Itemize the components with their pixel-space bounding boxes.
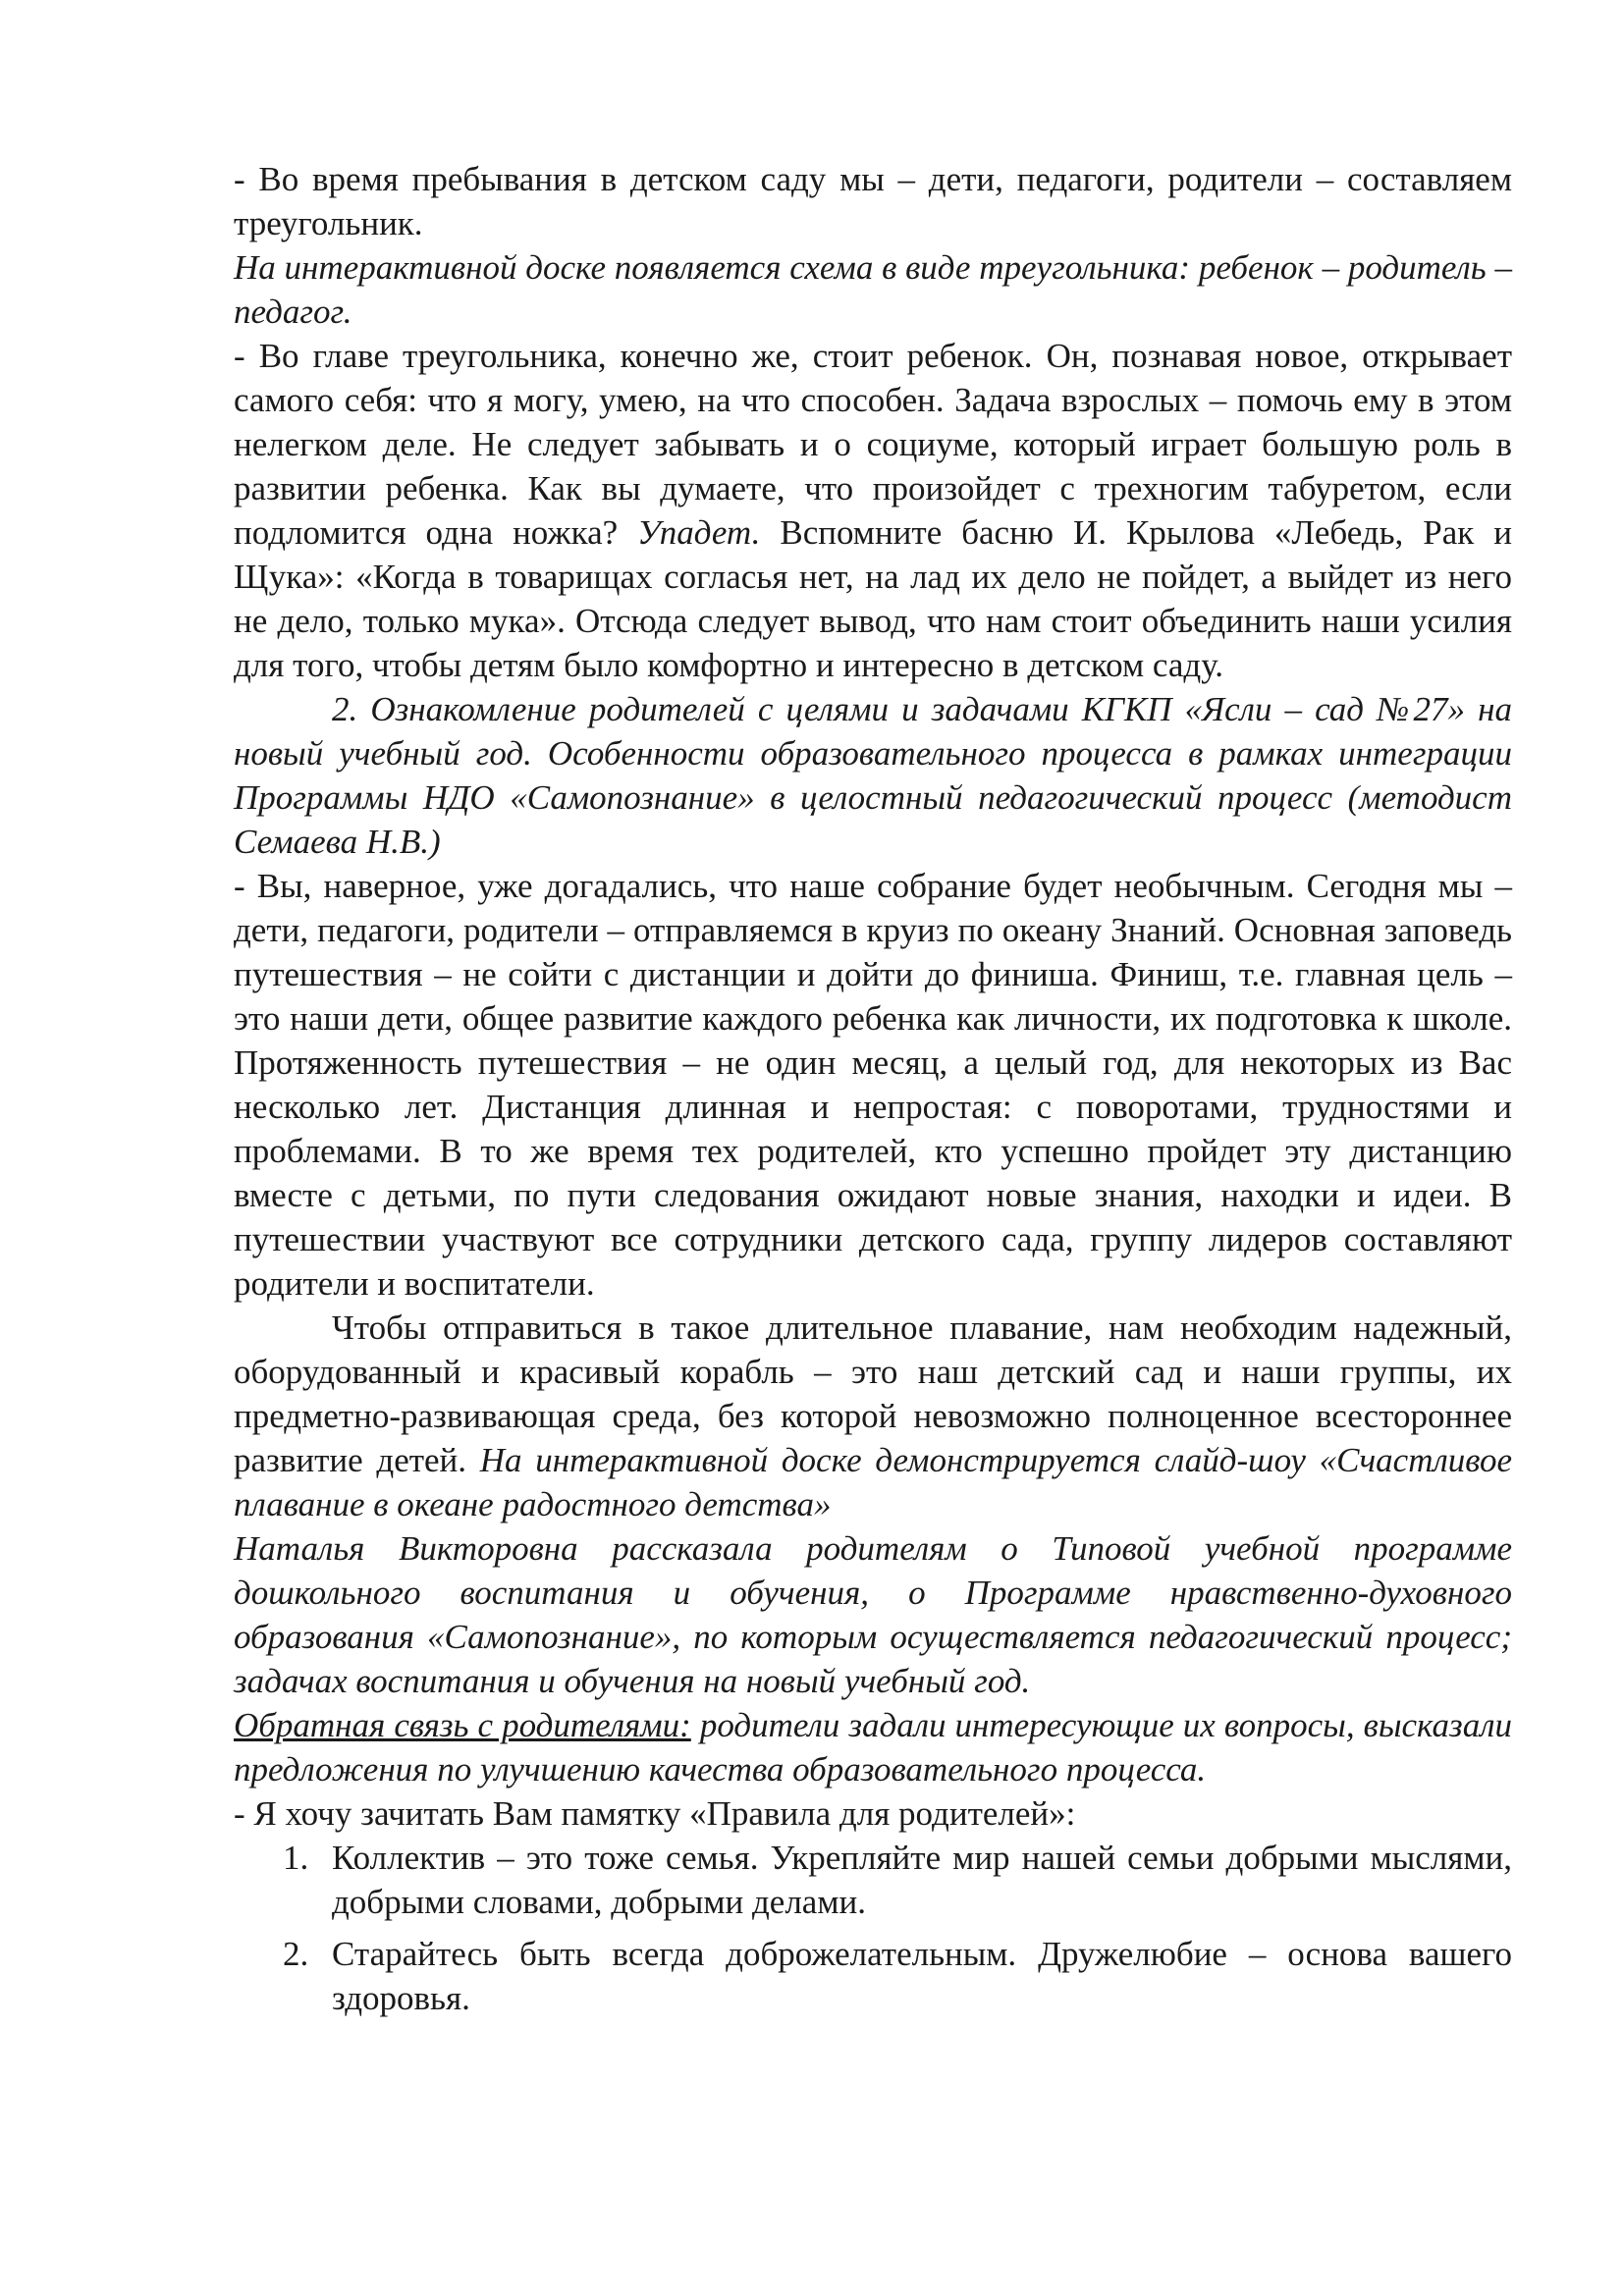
paragraph-fable-text: Вспомните басню И. Крылова «Лебедь, Рак и Щука»: «Когда в товарищах согласья нет, на лад их дело не пойдет, а выйдет из него не дело, только мука». Отсюда следует вывод, что нам стоит объединить наши усилия для того, чтобы детям было комфортно и интересно в детском саду. bbox=[234, 513, 1512, 684]
agenda-item-2: 2. Ознакомление родителей с целями и задачами КГКП «Ясли – сад №27» на новый учебный год. Особенности образовательного процесса в рамках интеграции Программы НДО «Самопознание» в целостный педагогический процесс (методист Семаева Н.В.) bbox=[234, 690, 1512, 861]
paragraph-rules-intro: - Я хочу зачитать Вам памятку «Правила для родителей»: bbox=[234, 1794, 1076, 1833]
paragraph-natalia-report: Наталья Викторовна рассказала родителям о Типовой учебной программе дошкольного воспитания и обучения, о Программе нравственно-духовного образования «Самопознание», по которым осуществляется педагогический процесс; задачах воспитания и обучения на новый учебный год. bbox=[234, 1529, 1512, 1700]
paragraph-board-triangle-note: На интерактивной доске появляется схема в виде треугольника: ребенок – родитель – педагог. bbox=[234, 248, 1512, 331]
feedback-label: Обратная связь с родителями: bbox=[234, 1706, 691, 1744]
list-item bbox=[283, 1836, 1512, 1924]
list-item-number: 2. bbox=[283, 1935, 309, 1973]
paragraph-child-at-head-text: - Во главе треугольника, конечно же, стоит ребенок. Он, познавая новое, открывает самого себя: что я могу, умею, на что способен. Задача взрослых – помочь ему в этом нелегком деле. Не следует забывать и о социуме, который играет большую роль в развитии ребенка. Как вы думаете, что произойдет с трехногим табуретом, если подломится одна ножка? bbox=[234, 337, 1512, 552]
paragraph-triangle-intro: - Во время пребывания в детском саду мы – дети, педагоги, родители – составляем треугольник. bbox=[234, 160, 1512, 242]
list-item-text: Старайтесь быть всегда доброжелательным. Дружелюбие – основа вашего здоровья. bbox=[332, 1935, 1512, 2017]
feedback-text: родители задали интересующие их вопросы, высказали предложения по улучшению качества образовательного процесса. bbox=[234, 1706, 1512, 1789]
list-item-number: 1. bbox=[283, 1839, 309, 1877]
paragraph-ship-text: Чтобы отправиться в такое длительное плавание, нам необходим надежный, оборудованный и красивый корабль – это наш детский сад и наши группы, их предметно-развивающая среда, без которой невозможно полноценное всестороннее развитие детей. bbox=[234, 1308, 1512, 1479]
paragraph-child-at-head bbox=[234, 334, 1512, 687]
list-item-text: Коллектив – это тоже семья. Укрепляйте мир нашей семьи добрыми мыслями, добрыми словами, добрыми делами. bbox=[332, 1839, 1512, 1921]
rules-list bbox=[234, 1836, 1512, 2020]
slideshow-note: На интерактивной доске демонстрируется слайд-шоу «Счастливое плавание в океане радостного детства» bbox=[234, 1441, 1512, 1523]
answer-falls: Упадет. bbox=[637, 513, 761, 552]
paragraph-ship bbox=[234, 1306, 1512, 1526]
paragraph-feedback bbox=[234, 1703, 1512, 1791]
list-item bbox=[283, 1932, 1512, 2020]
paragraph-cruise: - Вы, наверное, уже догадались, что наше собрание будет необычным. Сегодня мы – дети, педагоги, родители – отправляемся в круиз по океану Знаний. Основная заповедь путешествия – не сойти с дистанции и дойти до финиша. Финиш, т.е. главная цель – это наши дети, общее развитие каждого ребенка как личности, их подготовка к школе. Протяженность путешествия – не один месяц, а целый год, для некоторых из Вас несколько лет. Дистанция длинная и непростая: с поворотами, трудностями и проблемами. В то же время тех родителей, кто успешно пройдет эту дистанцию вместе с детьми, по пути следования ожидают новые знания, находки и идеи. В путешествии участвуют все сотрудники детского сада, группу лидеров составляют родители и воспитатели. bbox=[234, 867, 1512, 1303]
document-page bbox=[234, 157, 1512, 2028]
